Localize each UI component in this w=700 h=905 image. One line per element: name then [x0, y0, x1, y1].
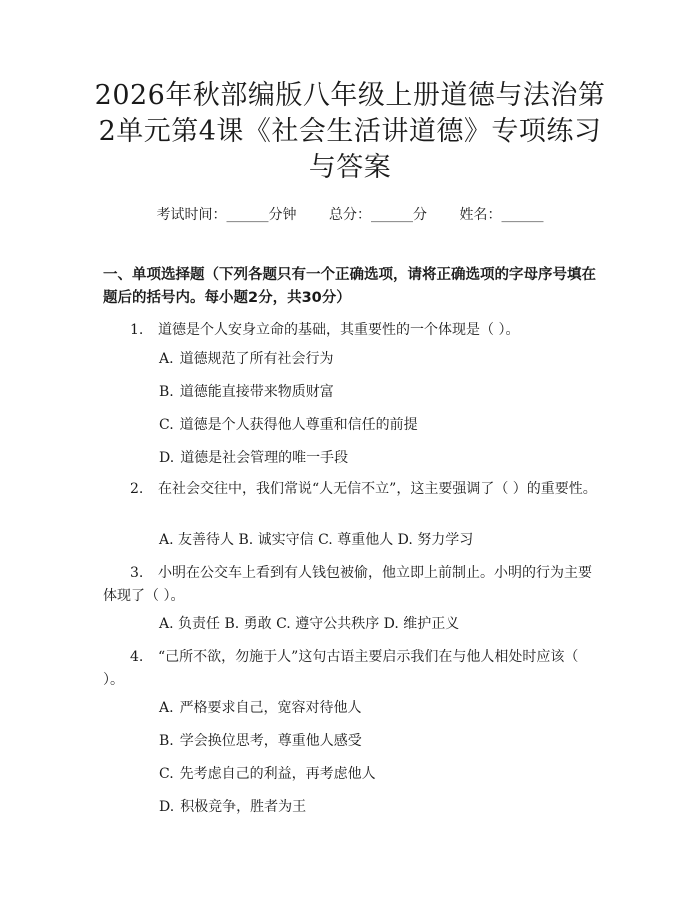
question-4-option-d	[159, 797, 306, 817]
question-stem: 道德是个人安身立命的基础，其重要性的一个体现是（ ）。	[158, 322, 520, 338]
option-letter: C.	[159, 417, 174, 433]
option-text: 严格要求自己，宽容对待他人	[179, 700, 362, 716]
option-text: 道德是个人获得他人尊重和信任的前提	[179, 417, 418, 433]
option-letter: D.	[159, 450, 175, 466]
question-2	[103, 478, 598, 501]
option-text: 先考虑自己的利益，再考虑他人	[179, 766, 376, 782]
question-3	[103, 562, 598, 608]
question-1-option-b	[159, 382, 334, 402]
question-4-option-c	[159, 764, 376, 784]
question-3-options: A. 负责任 B. 勇敢 C. 遵守公共秩序 D. 维护正义	[159, 616, 460, 632]
option-letter: B.	[159, 733, 174, 749]
question-4	[103, 646, 598, 692]
question-stem: 在社会交往中，我们常说“人无信不立”，这主要强调了（ ）的重要性。	[158, 481, 597, 497]
document-title: 2026年秋部编版八年级上册道德与法治第2单元第4课《社会生活讲道德》专项练习与答案	[94, 80, 606, 183]
total-score-field: 总分：______分	[329, 207, 427, 223]
option-text: 道德能直接带来物质财富	[179, 384, 334, 400]
option-text: 学会换位思考，尊重他人感受	[179, 733, 362, 749]
exam-info-line	[0, 205, 700, 225]
option-text: 道德规范了所有社会行为	[179, 351, 334, 367]
student-name-field: 姓名：______	[459, 207, 544, 223]
question-number: 1.	[130, 322, 144, 338]
question-number: 4.	[130, 649, 144, 665]
option-text: 积极竞争，胜者为王	[180, 799, 307, 815]
option-letter: D.	[159, 799, 175, 815]
option-letter: C.	[159, 766, 174, 782]
question-4-option-b	[159, 731, 362, 751]
question-2-options: A. 友善待人 B. 诚实守信 C. 尊重他人 D. 努力学习	[159, 532, 474, 548]
question-number: 3.	[130, 565, 144, 581]
exam-time-field: 考试时间：______分钟	[156, 207, 297, 223]
option-letter: A.	[159, 700, 174, 716]
question-1-option-d	[159, 448, 348, 468]
question-stem: 小明在公交车上看到有人钱包被偷，他立即上前制止。小明的行为主要体现了（ ）。	[103, 565, 592, 604]
question-number: 2.	[130, 481, 144, 497]
question-1	[103, 319, 598, 342]
option-letter: B.	[159, 384, 174, 400]
question-1-option-a	[159, 349, 334, 369]
option-text: 道德是社会管理的唯一手段	[180, 450, 349, 466]
option-letter: A.	[159, 351, 174, 367]
question-stem: “己所不欲，勿施于人”这句古语主要启示我们在与他人相处时应该（ ）。	[103, 649, 579, 688]
question-4-option-a	[159, 698, 362, 718]
question-1-option-c	[159, 415, 418, 435]
section-heading: 一、单项选择题（下列各题只有一个正确选项，请将正确选项的字母序号填在题后的括号内。每小题2分，共30分）	[103, 267, 596, 306]
